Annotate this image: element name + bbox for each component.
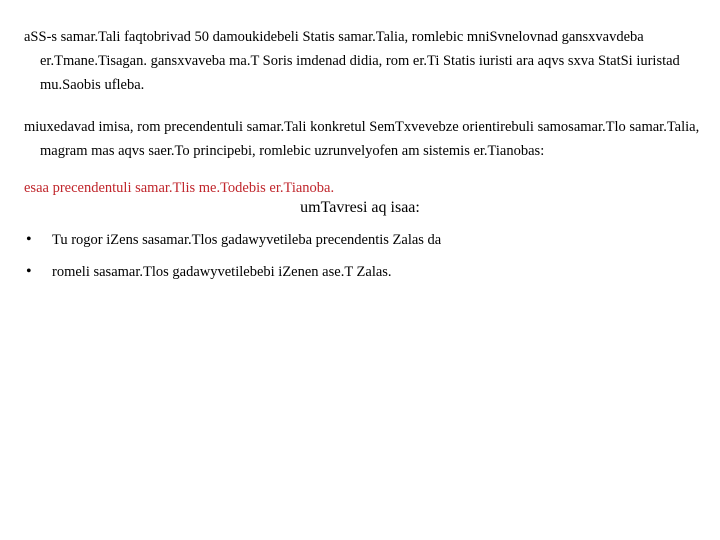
paragraph-2: miuxedavad imisa, rom precendentuli samar.Tali konkretul SemTxvevebze orientirebuli samosamar.Tlo samar.Talia, magram mas aqvs saer.To principebi, romlebic uzrunvelyofen am sistemis er.Tianobas: [24, 118, 700, 159]
bullet-item-1 [24, 228, 684, 252]
bullet-item-2 [24, 260, 684, 284]
section-heading: umTavresi aq isaa: [300, 199, 420, 216]
bullet-list [24, 228, 684, 292]
bullet-icon: • [26, 231, 32, 248]
paragraph-3-highlighted: esaa precendentuli samar.Tlis me.Todebis er.Tianoba. [24, 179, 335, 196]
paragraph-1: aSS-s samar.Tali faqtobrivad 50 damoukidebeli Statis samar.Talia, romlebic mniSvnelovnad gansxvavdeba er.Tmane.Tisagan. gansxvaveba ma.T Soris imdenad didia, rom er.Ti Statis iuristi ara aqvs sxva StatSi iuristad mu.Saobis ufleba. [24, 28, 680, 93]
bullet-icon: • [26, 263, 32, 280]
bullet-text-2: romeli sasamar.Tlos gadawyvetilebebi iZenen ase.T Zalas. [52, 264, 392, 280]
bullet-text-1: Tu rogor iZens sasamar.Tlos gadawyvetileba precendentis Zalas da [52, 232, 442, 248]
